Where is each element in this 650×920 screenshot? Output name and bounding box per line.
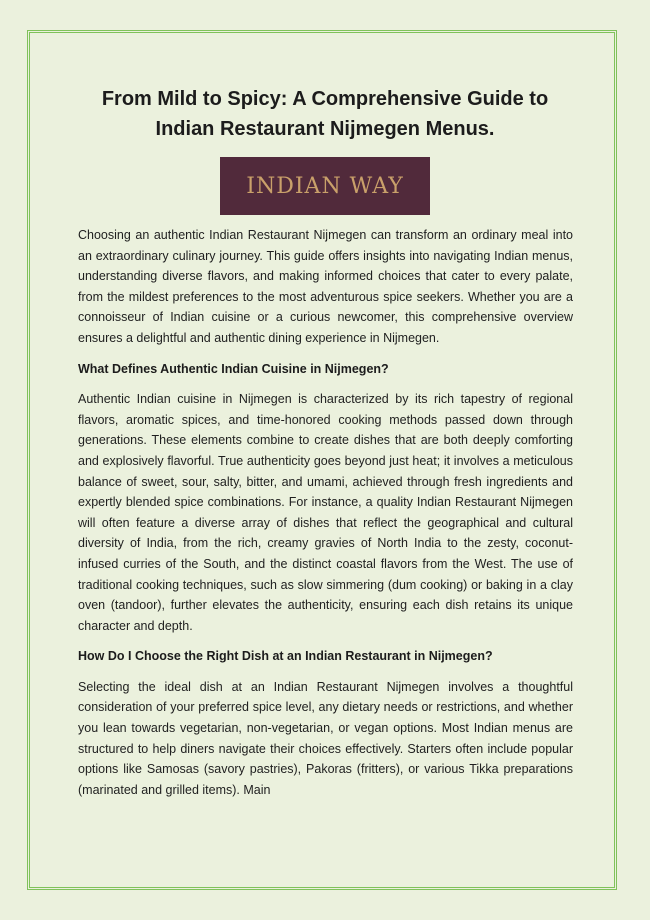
section-body-choose-dish: Selecting the ideal dish at an Indian Restaurant Nijmegen involves a thoughtful consideration of your preferred spice level, any dietary needs or restrictions, and whether you lean towards vegetarian, non-vegetarian, or vegan options. Most Indian menus are structured to help diners navigate their choices effectively. Starters often include popular options like Samosas (savory pastries), Pakoras (fritters), or various Tikka preparations (marinated and grilled items). Main: [78, 679, 573, 797]
section-body-authentic-cuisine: Authentic Indian cuisine in Nijmegen is characterized by its rich tapestry of regional flavors, aromatic spices, and time-honored cooking methods passed down through generations. These elements combine to create dishes that are both deeply comforting and explosively flavorful. True authenticity goes beyond just heat; it involves a meticulous balance of sweet, sour, salty, bitter, and umami, achieved through fresh ingredients and expertly blended spice combinations. For instance, a quality Indian Restaurant Nijmegen will often feature a diverse array of dishes that reflect the geographical and cultural diversity of India, from the rich, creamy gravies of North India to the zesty, coconut-infused curries of the South, and the distinct coastal flavors from the West. The use of traditional cooking techniques, such as slow simmering (dum cooking) or baking in a clay oven (tandoor), further elevates the authenticity, ensuring each dish retains its unique character and depth.: [78, 392, 573, 633]
logo-banner: [220, 157, 430, 215]
section-heading-choose-dish: How Do I Choose the Right Dish at an Indian Restaurant in Nijmegen?: [78, 649, 493, 664]
section-heading-authentic-cuisine: What Defines Authentic Indian Cuisine in Nijmegen?: [78, 361, 389, 376]
page-title: From Mild to Spicy: A Comprehensive Guide to Indian Restaurant Nijmegen Menus.: [101, 88, 549, 140]
logo-text: INDIAN WAY: [246, 173, 404, 199]
article-body: [78, 225, 573, 810]
intro-paragraph: Choosing an authentic Indian Restaurant Nijmegen can transform an ordinary meal into an extraordinary culinary journey. This guide offers insights into navigating Indian menus, understanding diverse flavors, and making informed choices that cater to every palate, from the mildest preferences to the most adventurous spice seekers. Whether you are a connoisseur of Indian cuisine or a curious newcomer, this comprehensive overview ensures a delightful and authentic dining experience in Nijmegen.: [78, 228, 573, 345]
